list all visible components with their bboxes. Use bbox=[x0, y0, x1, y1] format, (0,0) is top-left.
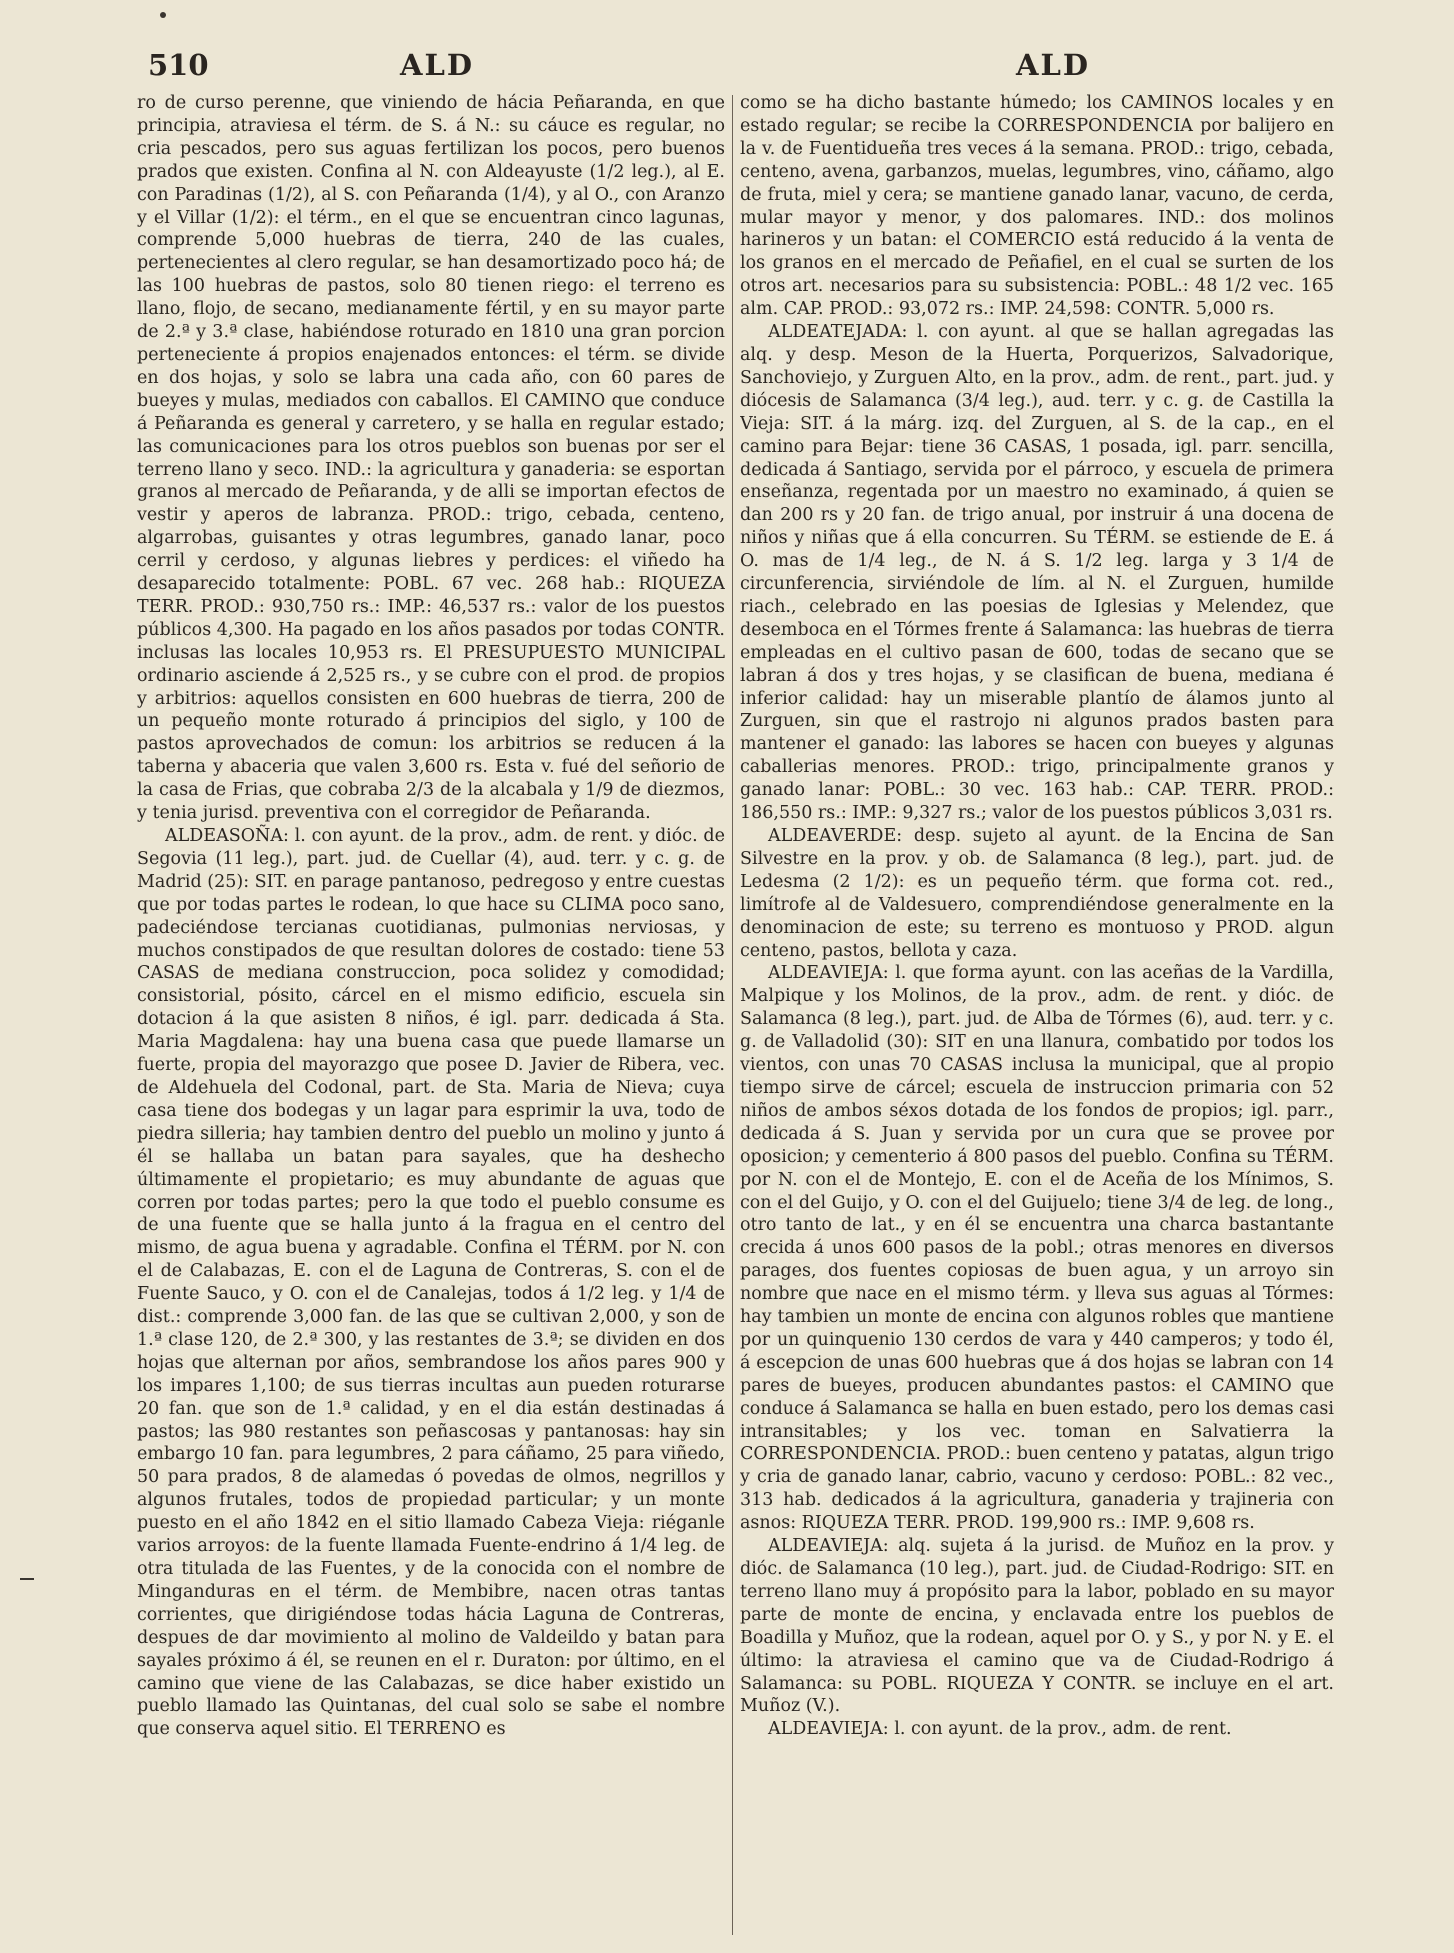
paragraph: como se ha dicho bastante húmedo; los CAMINOS locales y en estado regular; se recibe la CORRESPONDENCIA por balijero en la v. de Fuentidueña tres veces á la semana. PROD.: trigo, cebada, centeno, avena, garbanzos, muelas, legumbres, vino, cáñamo, algo de fruta, miel y cera; se mantiene ganado lanar, vacuno, de cerda, mular mayor y menor, y dos palomares. IND.: dos molinos harineros y un batan: el COMERCIO está reducido á la venta de los granos en el mercado de Peñafiel, en el cual se surten de los otros art. necesarios para su subsistencia: POBL.: 48 1/2 vec. 165 alm. CAP. PROD.: 93,072 rs.: IMP. 24,598: CONTR. 5,000 rs. bbox=[740, 93, 1334, 320]
entry-aldeatejada: ALDEATEJADA: l. con ayunt. al que se hallan agregadas las alq. y desp. Meson de la Huerta, Porquerizos, Salvadorique, Sanchoviejo, y Zurguen Alto, en la prov., adm. de rent., part. jud. y diócesis de Salamanca (3/4 leg.), aud. terr. y c. g. de Castilla la Vieja: SIT. á la márg. izq. del Zurguen, al S. de la cap., en el camino para Bejar: tiene 36 CASAS, 1 posada, igl. parr. sencilla, dedicada á Santiago, servida por el párroco, y escuela de primera enseñanza, regentada por un maestro no examinado, á quien se dan 200 rs y 20 fan. de trigo anual, por instruir á una docena de niños y niñas que á ella concurren. Su TÉRM. se estiende de E. á O. mas de 1/4 leg., de N. á S. 1/2 leg. larga y 3 1/4 de circunferencia, sirviéndole de lím. al N. el Zurguen, humilde riach., celebrado en las poesias de Iglesias y Melendez, que desemboca en el Tórmes frente á Salamanca: las huebras de tierra empleadas en el cultivo pasan de 600, todas de secano que se labran á dos y tres hojas, y se clasifican de buena, mediana é inferior calidad: hay un miserable plantío de álamos junto al Zurguen, sin que el rastrojo ni algunos prados basten para mantener el ganado: las labores se hacen con bueyes y algunas caballerias menores. PROD.: trigo, principalmente granos y ganado lanar: POBL.: 30 vec. 163 hab.: CAP. TERR. PROD.: 186,550 rs.: IMP.: 9,327 rs.; valor de los puestos públicos 3,031 rs. bbox=[740, 322, 1334, 824]
entry-aldeavieja-3: ALDEAVIEJA: l. con ayunt. de la prov., adm. de rent. bbox=[768, 1719, 1232, 1740]
entry-aldeavieja-2: ALDEAVIEJA: alq. sujeta á la jurisd. de Muñoz en la prov. y dióc. de Salamanca (10 leg.), part. jud. de Ciudad-Rodrigo: SIT. en terreno llano muy á propósito para la labor, poblado en su mayor parte de monte de encina, y enclavada entre los pueblos de Boadilla y Muñoz, que la rodean, aquel por O. y S., y por N. y E. el último: la atraviesa el camino que va de Ciudad-Rodrigo á Salamanca: su POBL. RIQUEZA Y CONTR. se incluye en el art. Muñoz (V.). bbox=[740, 1536, 1334, 1717]
page-header bbox=[148, 48, 1334, 88]
right-running-head: ALD bbox=[1016, 48, 1091, 82]
right-column bbox=[740, 92, 1334, 1932]
entry-aldeaverde: ALDEAVERDE: desp. sujeto al ayunt. de la Encina de San Silvestre en la prov. y ob. de Salamanca (8 leg.), part. jud. de Ledesma (2 1/2): es un pequeño térm. que forma cot. red., limítrofe al de Valdesuero, comprendiéndose generalmente en la denominacion de este; su terreno es montuoso y PROD. algun centeno, pastos, bellota y caza. bbox=[740, 826, 1334, 961]
left-column bbox=[137, 92, 725, 1932]
ink-mark bbox=[160, 12, 166, 18]
paragraph: ro de curso perenne, que viniendo de hácia Peñaranda, en que principia, atraviesa el térm. de S. á N.: su cáuce es regular, no cria pescados, pero sus aguas fertilizan los pocos, pero buenos prados que existen. Confina al N. con Aldeayuste (1/2 leg.), al E. con Paradinas (1/2), al S. con Peñaranda (1/4), y al O., con Aranzo y el Villar (1/2): el térm., en el que se encuentran cinco lagunas, comprende 5,000 huebras de tierra, 240 de las cuales, pertenecientes al clero regular, se han desamortizado poco há; de las 100 huebras de pastos, solo 80 tienen riego: el terreno es llano, flojo, de secano, medianamente fértil, y en su mayor parte de 2.ª y 3.ª clase, habiéndose roturado en 1810 una gran porcion perteneciente á propios enajenados entonces: el térm. se divide en dos hojas, y solo se labra una cada año, con 60 pares de bueyes y mulas, mediados con caballos. El CAMINO que conduce á Peñaranda es general y carretero, y se halla en regular estado; las comunicaciones para los otros pueblos son buenas por ser el terreno llano y seco. IND.: la agricultura y ganaderia: se esportan granos al mercado de Peñaranda, y de alli se importan efectos de vestir y aperos de labranza. PROD.: trigo, cebada, centeno, algarrobas, guisantes y otras legumbres, ganado lanar, poco cerril y cerdoso, y algunas liebres y perdices: el viñedo ha desaparecido totalmente: POBL. 67 vec. 268 hab.: RIQUEZA TERR. PROD.: 930,750 rs.: IMP.: 46,537 rs.: valor de los puestos públicos 4,300. Ha pagado en los años pasados por todas CONTR. inclusas las locales 10,953 rs. El PRESUPUESTO MUNICIPAL ordinario asciende á 2,525 rs., y se cubre con el prod. de propios y arbitrios: aquellos consisten en 600 huebras de tierra, 200 de un pequeño monte roturado á principios del siglo, y 100 de pastos aprovechados de comun: los arbitrios se reducen á la taberna y abaceria que valen 3,600 rs. Esta v. fué del señorio de la casa de Frias, que cobraba 2/3 de la alcabala y 1/9 de diezmos, y tenia jurisd. preventiva con el corregidor de Peñaranda. bbox=[137, 93, 725, 824]
left-running-head: ALD bbox=[400, 48, 475, 82]
entry-aldeasona: ALDEASOÑA: l. con ayunt. de la prov., adm. de rent. y dióc. de Segovia (11 leg.), part. jud. de Cuellar (4), aud. terr. y c. g. de Madrid (25): SIT. en parage pantanoso, pedregoso y entre cuestas que por todas partes le rodean, lo que hace su CLIMA poco sano, padeciéndose tercianas cuotidianas, pulmonias nerviosas, y muchos constipados de que resultan dolores de costado: tiene 53 CASAS de mediana construccion, poca solidez y comodidad; consistorial, pósito, cárcel en el mismo edificio, escuela sin dotacion á la que asisten 8 niños, é igl. parr. dedicada á Sta. Maria Magdalena: hay una buena casa que puede llamarse un fuerte, propia del mayorazgo que posee D. Javier de Ribera, vec. de Aldehuela del Codonal, part. de Sta. Maria de Nieva; cuya casa tiene dos bodegas y un lagar para esprimir la uva, todo de piedra silleria; hay tambien dentro del pueblo un molino y junto á él se hallaba un batan para sayales, que ha deshecho últimamente el propietario; es muy abundante de aguas que corren por todas partes; pero la que todo el pueblo consume es de una fuente que se halla junto á la fragua en el centro del mismo, de agua buena y agradable. Confina el TÉRM. por N. con el de Calabazas, E. con el de Laguna de Contreras, S. con el de Fuente Sauco, y O. con el de Canalejas, todos á 1/2 leg. y 1/4 de dist.: comprende 3,000 fan. de las que se cultivan 2,000, y son de 1.ª clase 120, de 2.ª 300, y las restantes de 3.ª; se dividen en dos hojas que alternan por años, sembrandose los años pares 900 y los impares 1,100; de sus tierras incultas aun pueden roturarse 20 fan. que son de 1.ª calidad, y en el dia están destinadas á pastos; las 980 restantes son peñascosas y pantanosas: hay sin embargo 10 fan. para legumbres, 2 para cáñamo, 25 para viñedo, 50 para prados, 8 de alamedas ó povedas de olmos, negrillos y algunos frutales, todos de propiedad particular; y un monte puesto en el año 1842 en el sitio llamado Cabeza Vieja: riéganle varios arroyos: de la fuente llamada Fuente-endrino á 1/4 leg. de otra titulada de las Fuentes, y de la conocida con el nombre de Minganduras en el térm. de Membibre, nacen otras tantas corrientes, que dirigiéndose todas hácia Laguna de Contreras, despues de dar movimiento al molino de Valdeildo y batan para sayales próximo á él, se reunen en el r. Duraton: por último, en el camino que viene de las Calabazas, se dice haber existido un pueblo llamado las Quintanas, del cual solo se sabe el nombre que conserva aquel sitio. El TERRENO es bbox=[137, 826, 725, 1740]
column-divider bbox=[732, 95, 733, 1935]
margin-mark bbox=[20, 1578, 34, 1580]
page-number: 510 bbox=[148, 48, 209, 82]
entry-aldeavieja-1: ALDEAVIEJA: l. que forma ayunt. con las aceñas de la Vardilla, Malpique y los Molinos, de la prov., adm. de rent. y dióc. de Salamanca (8 leg.), part. jud. de Alba de Tórmes (6), aud. terr. y c. g. de Valladolid (30): SIT en una llanura, combatido por todos los vientos, con unas 70 CASAS inclusa la municipal, que al propio tiempo sirve de cárcel; escuela de instruccion primaria con 52 niños de ambos séxos dotada de los fondos de propios; igl. parr., dedicada á S. Juan y servida por un cura que se provee por oposicion; y cementerio á 800 pasos del pueblo. Confina su TÉRM. por N. con el de Montejo, E. con el de Aceña de los Mínimos, S. con el del Guijo, y O. con el del Guijuelo; tiene 3/4 de leg. de long., otro tanto de lat., y en él se encuentra una charca bastantante crecida á unos 600 pasos de la pobl.; otras menores en diversos parages, dos fuentes copiosas de buen agua, y un arroyo sin nombre que nace en el mismo térm. y lleva sus aguas al Tórmes: hay tambien un monte de encina con algunos robles que mantiene por un quinquenio 130 cerdos de vara y 440 camperos; y todo él, á escepcion de unas 600 huebras que á dos hojas se labran con 14 pares de bueyes, producen abundantes pastos: el CAMINO que conduce á Salamanca se halla en buen estado, pero los demas casi intransitables; y los vec. toman en Salvatierra la CORRESPONDENCIA. PROD.: buen centeno y patatas, algun trigo y cria de ganado lanar, cabrio, vacuno y cerdoso: POBL.: 82 vec., 313 hab. dedicados á la agricultura, ganaderia y trajineria con asnos: RIQUEZA TERR. PROD. 199,900 rs.: IMP. 9,608 rs. bbox=[740, 963, 1334, 1534]
